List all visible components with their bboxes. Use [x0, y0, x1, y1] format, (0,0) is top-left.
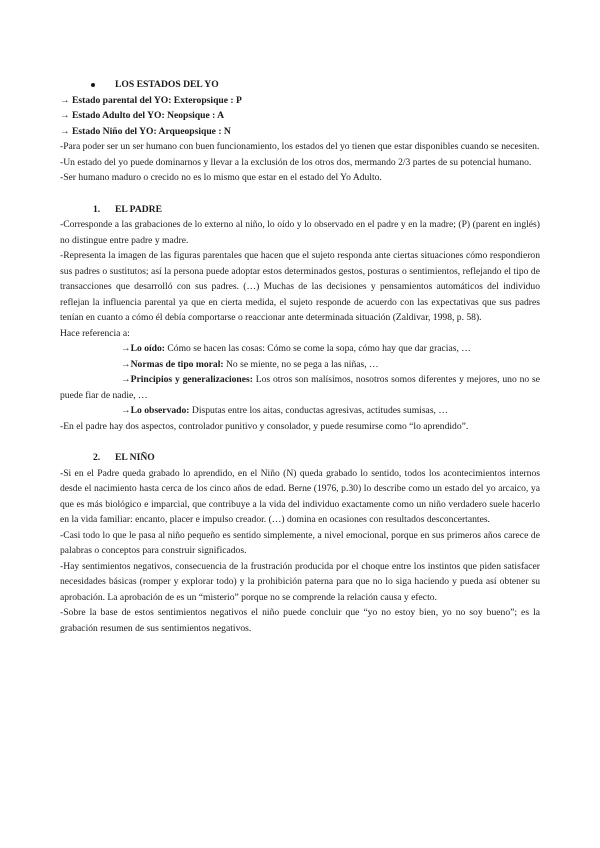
paragraph: -Un estado del yo puede dominarnos y llevar a la exclusión de los otros dos, mermando 2/3 partes de su potencial humano.: [60, 156, 532, 168]
paragraph: -Sobre la base de estos sentimientos negativos el niño puede concluir que “yo no estoy bien, yo no soy bueno”; es la grabación resumen de sus sentimientos negativos.: [60, 607, 540, 634]
list-item: →Normas de tipo moral: No se miente, no se pega a las niñas, …: [121, 358, 379, 370]
refers-label: Hace referencia a:: [60, 327, 130, 339]
state-nino: → Estado Niño del YO: Arqueopsique : N: [60, 125, 231, 137]
state-parental: → Estado parental del YO: Exteropsique : P: [60, 94, 242, 106]
paragraph: -Hay sentimientos negativos, consecuencia de la frustración producida por el choque entre los instintos que piden satisfacer necesidades básicas (romper y explorar todo) y la prohibición paterna para que no lo siga haciendo y pueda así obtener su aprobación. La aprobación de es un “misterio” porque no se comprende la relación causa y efecto.: [60, 560, 540, 603]
paragraph: -Si en el Padre queda grabado lo aprendido, en el Niño (N) queda grabado lo sentido, todos los acontecimientos internos desde el nacimiento hasta cerca de los cinco años de edad. Berne (1976, p.30) lo describe como un estado del yo arcaico, ya que es más biológico e imparcial, que contribuye a la vida del individuo exactamente como un niño verdadero suele hacerlo en la vida familiar: encanto, placer e impulso creador. (…) domina en ocasiones con resultados desconcertantes.: [60, 467, 540, 525]
paragraph: -En el padre hay dos aspectos, controlador punitivo y consolador, y puede resumirse como “lo aprendido”.: [60, 420, 469, 432]
list-item: →Lo oído: Cómo se hacen las cosas: Cómo se come la sopa, cómo hay que dar gracias, …: [121, 343, 471, 354]
heading-estados-del-yo: [91, 77, 540, 93]
paragraph: -Representa la imagen de las figuras parentales que hacen que el sujeto responda ante ciertas situaciones cómo respondieron sus padres o sustitutos; así la persona puede adoptar estos determinados gestos, posturas o sentimientos, reflejando el tipo de transacciones que desarrolló con sus padres. (…) Muchas de las decisiones y pensamientos automáticos del individuo reflejan la influencia parental ya que en cierta medida, el sujeto responde de acuerdo con las expectativas que sus padres tenían en cuanto a cómo él debía comportarse o reaccionar ante determinada situación (Zaldivar, 1998, p. 58).: [60, 250, 540, 323]
list-item: →Lo observado: Disputas entre los aitas, conductas agresivas, actitudes sumisas, …: [121, 405, 448, 416]
paragraph: -Casi todo lo que le pasa al niño pequeño es sentido simplemente, a nivel emocional, porque en sus primeros años carece de palabras o conceptos para construir significados.: [60, 529, 540, 556]
heading-el-nino: 2. EL NIÑO: [93, 452, 155, 463]
list-item: →Principios y generalizaciones: Los otros son malísimos, nosotros somos diferentes y mejores, uno no se puede fiar de nadie, …: [60, 374, 540, 401]
paragraph: -Ser humano maduro o crecido no es lo mismo que estar en el estado del Yo Adulto.: [60, 172, 382, 183]
heading-el-padre: 1. EL PADRE: [93, 203, 162, 215]
document-page: [60, 77, 540, 636]
paragraph: -Para poder ser un ser humano con buen funcionamiento, los estados del yo tienen que estar disponibles cuando se necesiten.: [60, 141, 540, 152]
paragraph: -Corresponde a las grabaciones de lo externo al niño, lo oído y lo observado en el padre y en la madre; (P) (parent en inglés) no distingue entre padre y madre.: [60, 219, 540, 246]
bullet-dot-icon: [91, 83, 95, 87]
state-adulto: → Estado Adulto del YO: Neopsique : A: [60, 110, 225, 121]
heading-text: LOS ESTADOS DEL YO: [115, 79, 219, 90]
